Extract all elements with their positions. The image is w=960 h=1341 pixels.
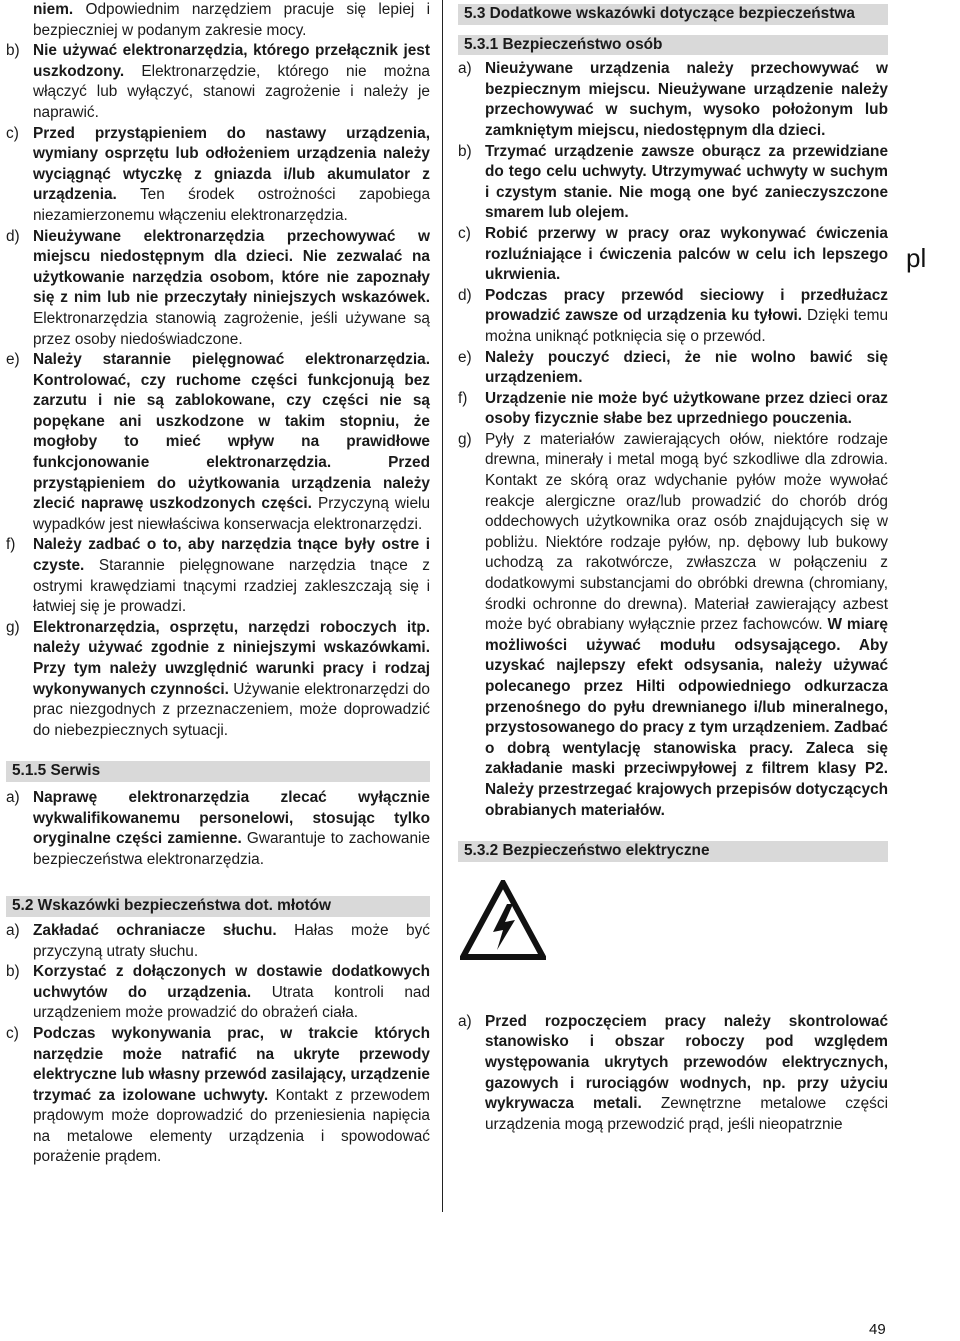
item-label: b)	[6, 42, 20, 60]
item-text: Kontakt z przewodem prądowym może doprowadzić do przeniesienia napięcia na metalowe elementy urządzenia i spowodować porażenie prądem.	[33, 1086, 431, 1166]
item-text: Pyły z materiałów zawierających ołów, niektóre rodzaje drewna, minerały i metal mogą być szkodliwe dla zdrowia. Kontakt ze skórą oraz wdychanie pyłów może wywołać reakcje alergiczne oraz/lub prowadzić do chorób dróg oddechowych użytkownika oraz osób znajdujących się w pobliżu. Niektóre rodzaje pyłów, np. dębowy lub bukowy uchodzą za rakotwórcze, zwłaszcza w połączeniu z dodatkowymi substancjami do obróbki drewna (chromiany, środki ochronne do drewna). Materiał zawierający azbest może być obrabiany wyłącznie przez fachowców.	[485, 430, 888, 634]
item-bold-text: W miarę możliwości używać modułu odsysającego. Aby uzyskać najlepszy efekt odsysania, należy używać polecanego przez Hilti odpowiedniego odkurzacza przenośnego do pyłu drewnianego i/lub mineralnego, przystosowanego do pracy z tym urządzeniem. Zadbać o dobrą wentylację stanowiska pracy. Zaleca się zakładanie maski przeciwpyłowej z filtrem klasy P2. Należy przestrzegać krajowych przepisów dotyczących obrabianych materiałów.	[485, 616, 888, 819]
item-text: Elektronarzędzie, którego nie można włączyć lub wyłączyć, stanowi zagrożenie i należy je naprawić.	[33, 62, 430, 121]
item-bold-text: Podczas wykonywania prac, w trakcie których narzędzie może natrafić na ukryte przewody elektryczne lub własny przewód zasilający, urządzenie trzymać za izolowane uchwyty.	[33, 1024, 430, 1104]
item-label: e)	[458, 348, 472, 366]
item-text: Zewnętrzne metalowe części urządzenia mogą przewodzić prąd, jeśli nieopatrznie	[485, 1095, 888, 1133]
item-bold-text: Urządzenie nie może być użytkowane przez dzieci oraz osoby fizycznie słabe bez uprzedniego pouczenia.	[485, 389, 888, 428]
item-bold-text: Nieużywane urządzenia należy przechowywać w bezpiecznym miejscu. Nieużywane urządzenie należy przechowywać w suchym, wysoko położonym lub zamkniętym miejscu, niedostępnym dla dzieci.	[485, 60, 888, 139]
item-text: Hałas może być przyczyną utraty słuchu.	[33, 921, 430, 960]
item-bold-text: niem.	[33, 1, 74, 18]
list-item	[458, 142, 888, 224]
item-bold-text: Elektronarzędzia, osprzętu, narzędzi roboczych itp. należy używać zgodnie z niniejszymi wskazówkami. Przy tym należy uwzględnić warunki pracy i rodzaj wykonywanych czynności.	[33, 618, 430, 698]
item-text: Używanie elektronarzędzi do prac niezgodnych z przeznaczeniem, może doprowadzić do niebezpiecznych sytuacji.	[33, 680, 430, 739]
section-heading-serwis: 5.1.5 Serwis	[6, 761, 430, 782]
list-item	[458, 348, 888, 389]
item-text: Przyczyną wielu wypadków jest niewłaściwa konserwacja elektronarzędzi.	[33, 495, 431, 533]
item-label: g)	[458, 430, 472, 448]
general-safety-list	[6, 41, 430, 741]
item-text: Dzięki temu można uniknąć potknięcia się o przewód.	[485, 307, 888, 345]
right-column	[458, 0, 888, 1135]
list-item	[6, 41, 430, 123]
item-text: Gwarantuje to zachowanie bezpieczeństwa elektronarzędzia.	[33, 830, 431, 868]
list-item	[458, 1012, 888, 1136]
item-label: b)	[6, 963, 20, 981]
list-item	[6, 618, 430, 742]
list-item	[6, 227, 430, 351]
item-bold-text: Należy starannie pielęgnować elektronarzędzia. Kontrolować, czy ruchome części funkcjonują bez zarzutu i nie są zablokowane, czy części nie są popękane ani uszkodzone w takim stopniu, że mogłoby to mieć wpływ na prawidłowe funkcjonowanie elektronarzędzia. Przed przystąpieniem do użytkowania urządzenia należy zlecić naprawę uszkodzonych części.	[33, 351, 430, 513]
item-bold-text: Nieużywane elektronarzędzia przechowywać w miejscu niedostępnym dla dzieci. Nie zezwalać na użytkowanie narzędzia osobom, które nie zapoznały się z nim lub nie przeczytały niniejszych wskazówek.	[33, 227, 430, 307]
item-bold-text: Nie używać elektronarzędzia, którego przełącznik jest uszkodzony.	[33, 42, 430, 80]
item-bold-text: Przed przystąpieniem do nastawy urządzenia, wymiany osprzętu lub odłożeniem urządzenia należy wyciągnąć wtyczkę z gniazda i/lub akumulator z urządzenia.	[33, 124, 430, 204]
serwis-list	[6, 788, 430, 870]
item-label: b)	[458, 142, 472, 160]
item-bold-text: Podczas pracy przewód sieciowy i przedłużacz prowadzić zawsze od urządzenia ku tyłowi.	[485, 286, 888, 325]
list-item	[6, 124, 430, 227]
list-item	[6, 535, 430, 617]
section-heading-mlotow: 5.2 Wskazówki bezpieczeństwa dot. młotów	[6, 896, 430, 917]
item-label: a)	[6, 921, 20, 939]
list-item	[33, 0, 430, 41]
item-bold-text: Przed rozpoczęciem pracy należy skontrolować stanowisko i obszar roboczy pod względem występowania ukrytych przewodów elektrycznych, gazowych i rurociągów wodnych, np. przy użyciu wykrywacza metali.	[485, 1012, 888, 1113]
list-item	[458, 286, 888, 348]
section-heading-dodatkowe: 5.3 Dodatkowe wskazówki dotyczące bezpieczeństwa	[458, 4, 888, 25]
list-item	[458, 430, 888, 821]
page-number: 49	[869, 1321, 886, 1338]
item-bold-text: Trzymać urządzenie zawsze oburącz za przewidziane do tego celu uchwyty. Utrzymywać uchwyty w suchym i czystym stanie. Nie mogą one być zanieczyszczone smarem lub olejem.	[485, 142, 888, 222]
item-label: c)	[458, 224, 471, 242]
section-heading-osob: 5.3.1 Bezpieczeństwo osób	[458, 35, 888, 56]
item-bold-text: Robić przerwy w pracy oraz wykonywać ćwiczenia rozluźniające i ćwiczenia palców w celu ich lepszego ukrwienia.	[485, 224, 888, 284]
item-text: Utrata kontroli nad urządzeniem może prowadzić do obrażeń ciała.	[33, 983, 430, 1022]
item-label: d)	[6, 227, 20, 245]
list-item	[6, 788, 430, 870]
item-label: e)	[6, 351, 20, 369]
language-tag: pl	[906, 243, 927, 273]
list-item	[6, 1024, 430, 1168]
item-label: a)	[458, 1012, 472, 1030]
item-text: Ten środek ostrożności zapobiega niezamierzonemu włączeniu elektronarzędzia.	[33, 186, 431, 224]
item-label: a)	[458, 60, 472, 78]
item-bold-text: Korzystać z dołączonych w dostawie dodatkowych uchwytów do urządzenia.	[33, 963, 430, 1001]
item-label: c)	[6, 1024, 19, 1042]
item-label: g)	[6, 618, 20, 636]
item-label: a)	[6, 788, 20, 806]
list-item	[458, 59, 888, 141]
item-bold-text: Naprawę elektronarzędzia zlecać wyłącznie wykwalifikowanemu personelowi, stosując tylko oryginalne części zamienne.	[33, 788, 430, 848]
list-item	[6, 921, 430, 962]
item-label: f)	[458, 389, 468, 407]
item-label: c)	[6, 124, 19, 142]
column-divider	[442, 0, 443, 1212]
list-item	[6, 350, 430, 535]
item-label: f)	[6, 536, 16, 554]
list-item	[6, 962, 430, 1024]
section-heading-elektryczne: 5.3.2 Bezpieczeństwo elektryczne	[458, 841, 888, 862]
item-text: Elektronarzędzia stanowią zagrożenie, jeśli używane są przez osoby niedoświadczone.	[33, 309, 430, 348]
high-voltage-warning-icon	[460, 880, 546, 960]
list-item	[458, 224, 888, 286]
left-column	[6, 0, 430, 1168]
electrical-safety-list	[458, 1012, 888, 1136]
personal-safety-list	[458, 59, 888, 821]
mlotow-list	[6, 921, 430, 1168]
item-bold-text: Należy pouczyć dzieci, że nie wolno bawić się urządzeniem.	[485, 348, 888, 387]
item-text: Odpowiednim narzędziem pracuje się lepiej i bezpieczniej w podanym zakresie mocy.	[33, 1, 431, 39]
item-label: d)	[458, 286, 472, 304]
list-item	[458, 389, 888, 430]
intro-block	[6, 0, 430, 41]
item-text: Starannie pielęgnowane narzędzia tnące z ostrymi krawędziami tnącymi rzadziej zakleszczają się i łatwiej się je prowadzi.	[33, 557, 430, 616]
item-bold-text: Zakładać ochraniacze słuchu.	[33, 921, 277, 939]
item-bold-text: Należy zadbać o to, aby narzędzia tnące były ostre i czyste.	[33, 536, 430, 575]
